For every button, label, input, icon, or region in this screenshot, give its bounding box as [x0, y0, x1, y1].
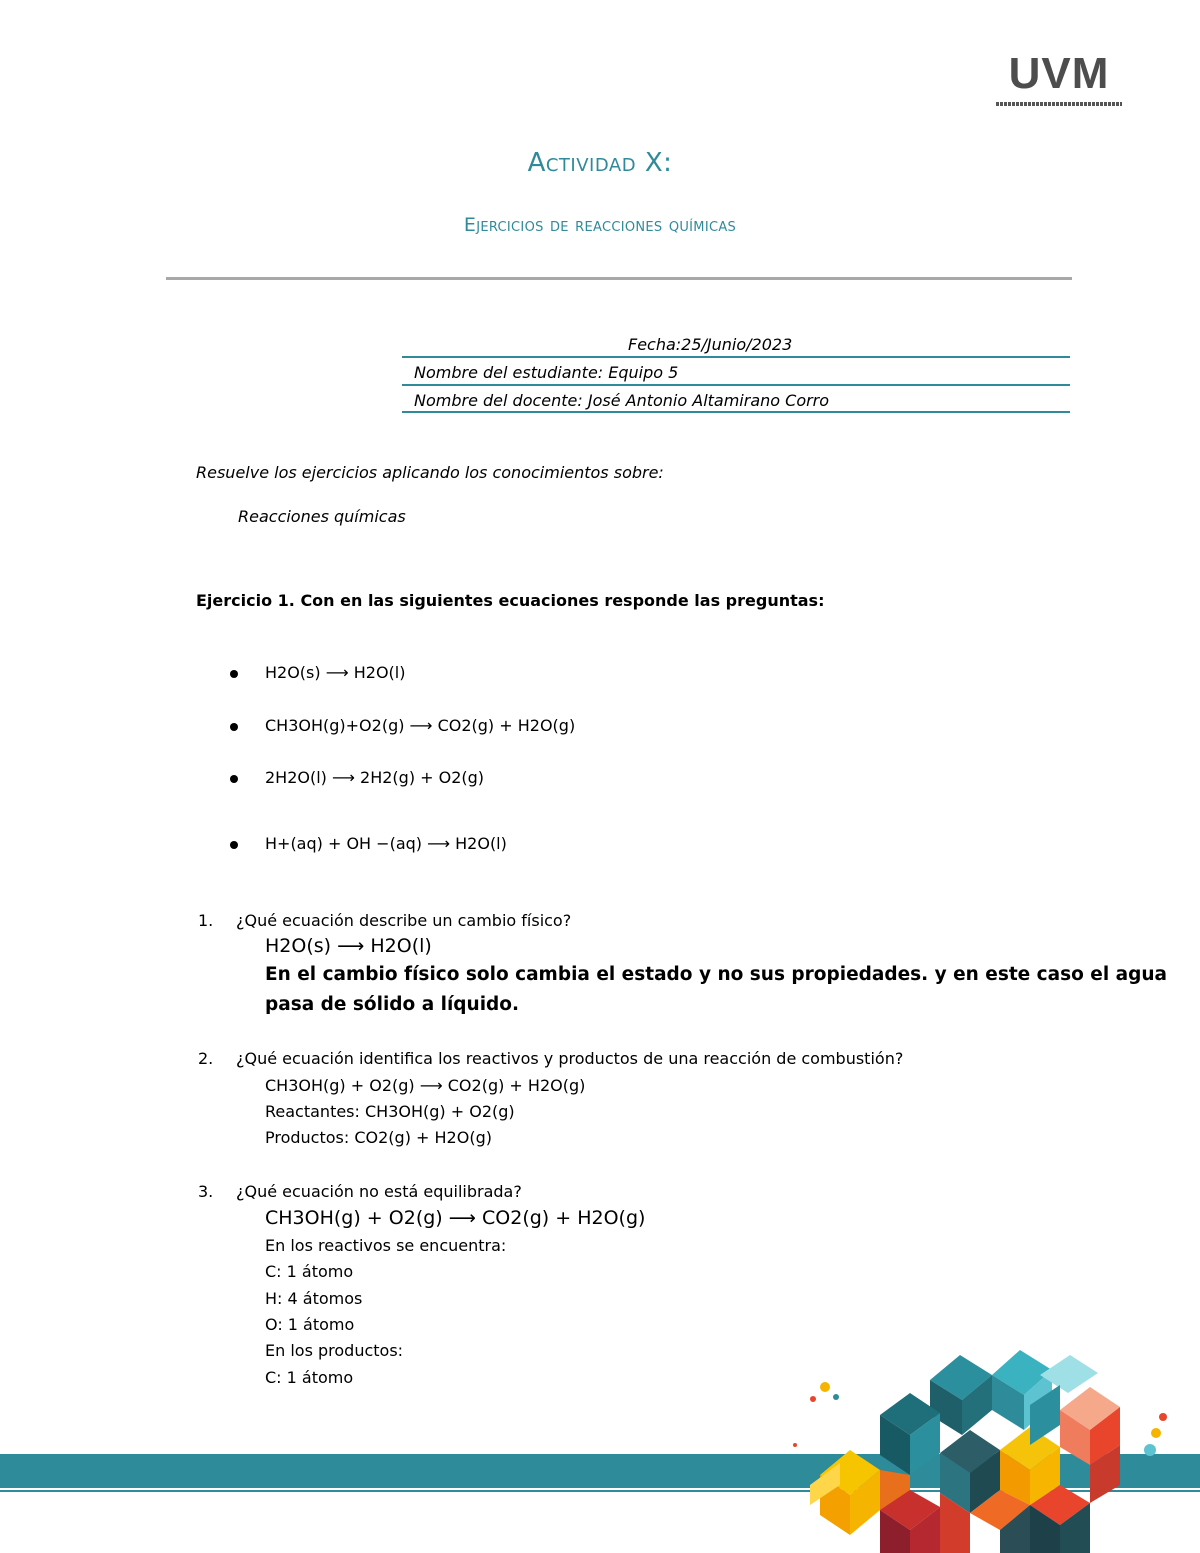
equation-item: H2O(s) ⟶ H2O(l) — [265, 663, 406, 682]
answer-line: Reactantes: CH3OH(g) + O2(g) — [265, 1102, 515, 1121]
header-divider — [166, 277, 1072, 280]
info-underline — [402, 356, 1070, 358]
answer-line: Productos: CO2(g) + H2O(g) — [265, 1128, 492, 1147]
bullet-icon — [230, 723, 238, 731]
bullet-icon — [230, 775, 238, 783]
page-subtitle: Ejercicios de reacciones químicas — [463, 214, 737, 236]
equation-item: H+(aq) + OH −(aq) ⟶ H2O(l) — [265, 834, 507, 853]
info-underline — [402, 384, 1070, 386]
bullet-icon — [230, 841, 238, 849]
answer-equation: H2O(s) ⟶ H2O(l) — [265, 935, 432, 957]
answer-equation: CH3OH(g) + O2(g) ⟶ CO2(g) + H2O(g) — [265, 1207, 646, 1229]
teacher-name-field: Nombre del docente: José Antonio Altamirano Corro — [414, 391, 830, 410]
equation-item: 2H2O(l) ⟶ 2H2(g) + O2(g) — [265, 768, 485, 787]
page-title: Actividad X: — [527, 148, 673, 178]
uvm-logo — [996, 49, 1122, 110]
answer-line: pasa de sólido a líquido. — [265, 994, 520, 1015]
answer-line: C: 1 átomo — [265, 1262, 354, 1281]
info-underline — [402, 411, 1070, 413]
answer-line: CH3OH(g) + O2(g) ⟶ CO2(g) + H2O(g) — [265, 1076, 586, 1095]
instructions-text: Resuelve los ejercicios aplicando los conocimientos sobre: — [196, 463, 664, 482]
question-number: 1. — [198, 911, 214, 930]
exercise-heading: Ejercicio 1. Con en las siguientes ecuaciones responde las preguntas: — [196, 591, 825, 610]
question-text: ¿Qué ecuación no está equilibrada? — [236, 1182, 522, 1201]
answer-line: H: 4 átomos — [265, 1289, 363, 1308]
topic-text: Reacciones químicas — [238, 507, 406, 526]
date-field: Fecha:25/Junio/2023 — [628, 335, 793, 354]
bullet-icon — [230, 670, 238, 678]
equation-item: CH3OH(g)+O2(g) ⟶ CO2(g) + H2O(g) — [265, 716, 576, 735]
answer-line: En el cambio físico solo cambia el estado y no sus propiedades. y en este caso el agua — [265, 964, 1167, 985]
question-number: 3. — [198, 1182, 214, 1201]
logo-text: UVM — [1008, 49, 1110, 98]
question-number: 2. — [198, 1049, 214, 1068]
question-text: ¿Qué ecuación describe un cambio físico? — [236, 911, 572, 930]
answer-line: O: 1 átomo — [265, 1315, 355, 1334]
answer-line: En los productos: — [265, 1341, 404, 1360]
answer-line: En los reactivos se encuentra: — [265, 1236, 507, 1255]
answer-line: C: 1 átomo — [265, 1368, 354, 1387]
logo-tagline-mark — [996, 102, 1122, 106]
decorative-cubes-graphic — [780, 1335, 1200, 1553]
question-text: ¿Qué ecuación identifica los reactivos y productos de una reacción de combustión? — [236, 1049, 904, 1068]
student-name-field: Nombre del estudiante: Equipo 5 — [414, 363, 679, 382]
